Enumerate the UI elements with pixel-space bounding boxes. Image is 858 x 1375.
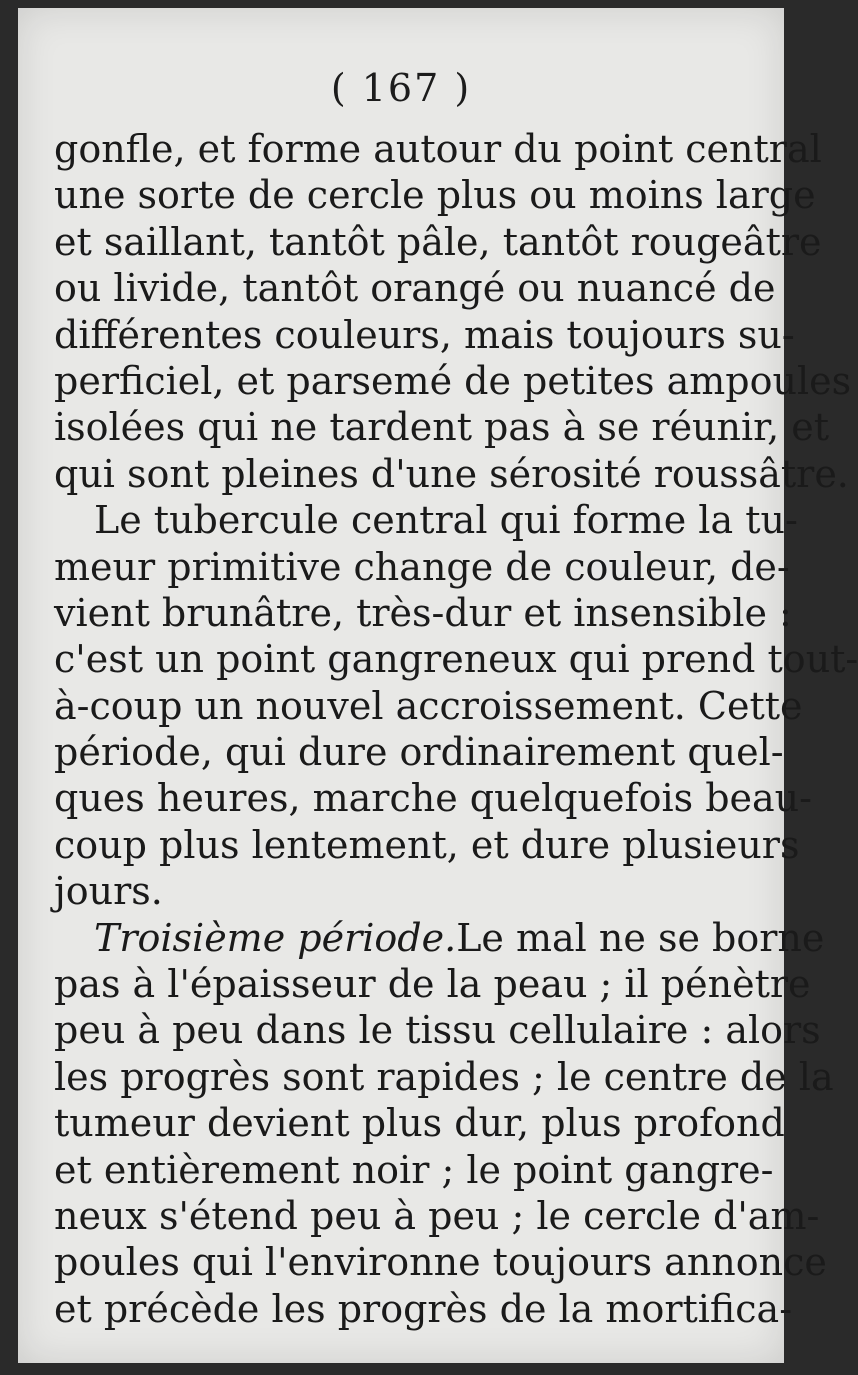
text-line: c'est un point gangreneux qui prend tout- xyxy=(54,637,858,682)
text-line: tumeur devient plus dur, plus profond xyxy=(54,1101,785,1146)
page-number-header: ( 167 ) xyxy=(330,66,472,110)
text-line: et précède les progrès de la mortifica- xyxy=(54,1286,793,1331)
section-line xyxy=(54,915,825,961)
text-line: à-coup un nouvel accroissement. Cette xyxy=(54,683,803,728)
text-line: pas à l'épaisseur de la peau ; il pénètre xyxy=(54,962,811,1007)
book-page xyxy=(18,8,858,1363)
text-line: ou livide, tantôt orangé ou nuancé de xyxy=(54,266,776,311)
text-line: et entièrement noir ; le point gangre- xyxy=(54,1147,774,1192)
text-line: période, qui dure ordinairement quel- xyxy=(54,730,784,775)
text-line: différentes couleurs, mais toujours su- xyxy=(54,312,795,357)
text-line: poules qui l'environne toujours annonce xyxy=(54,1240,827,1285)
text-line: une sorte de cercle plus ou moins large xyxy=(54,173,816,218)
text-line: Le tubercule central qui forme la tu- xyxy=(94,498,798,543)
text-line: gonfle, et forme autour du point central xyxy=(54,127,822,171)
text-line: meur primitive change de couleur, de- xyxy=(54,544,790,589)
text-line: isolées qui ne tardent pas à se réunir, et xyxy=(54,405,830,450)
text-line: neux s'étend peu à peu ; le cercle d'am- xyxy=(54,1193,820,1238)
text-line: les progrès sont rapides ; le centre de la xyxy=(54,1054,834,1099)
text-line: qui sont pleines d'une sérosité roussâtre. xyxy=(54,451,849,496)
text-line: et saillant, tantôt pâle, tantôt rougeâtre xyxy=(54,219,822,264)
text-line: coup plus lentement, et dure plusieurs xyxy=(54,822,800,867)
body-text xyxy=(54,126,858,1332)
section-heading: Troisième période. xyxy=(94,915,457,960)
text-line: Le mal ne se borne xyxy=(456,915,825,960)
text-line: perficiel, et parsemé de petites ampoules xyxy=(54,358,852,403)
text-line: peu à peu dans le tissu cellulaire : alors xyxy=(54,1008,821,1053)
text-line: ques heures, marche quelquefois beau- xyxy=(54,776,812,821)
text-line: jours. xyxy=(54,869,163,914)
text-line: vient brunâtre, très-dur et insensible : xyxy=(54,590,792,635)
